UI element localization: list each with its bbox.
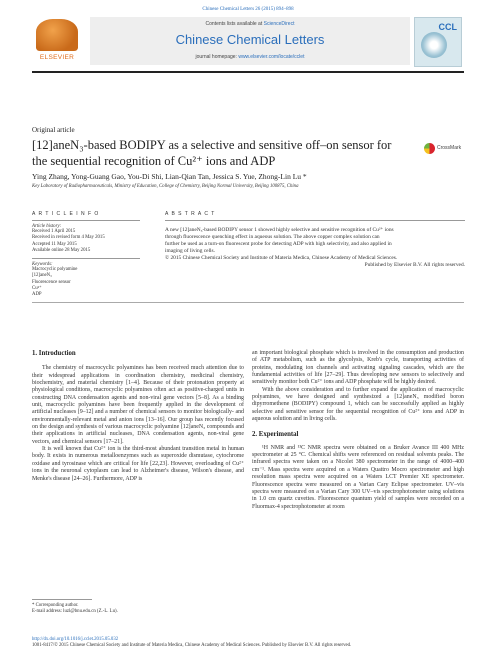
homepage-line (90, 54, 410, 60)
footnote (32, 603, 118, 615)
cover-graphic (421, 32, 447, 58)
sciencedirect-link[interactable]: ScienceDirect (263, 21, 295, 27)
abstract-bottom-rule (32, 302, 464, 303)
article-info-heading: A R T I C L E I N F O (32, 211, 100, 217)
journal-title: Chinese Chemical Letters (175, 32, 325, 47)
keyword: Cu²⁺ (32, 286, 42, 292)
history-item: Received 1 April 2015 (32, 229, 76, 234)
history-item: Received in revised form 4 May 2015 (32, 235, 105, 241)
keywords-title: Keywords: (32, 262, 53, 268)
abstract (165, 211, 465, 268)
intro-paragraph: The chemistry of macrocyclic polyamines has been received much attention due to their widespread applications in coordination chemistry, medicinal chemistry, biochemistry, and material chemistry [1–4]. Because of their protonation property at physiological conditions, macrocyclic polyamines often act as positive-charged units in constructing DNA condensation agents and non-viral gene vectors [5–8]. As a binding unit, macrocyclic polyamines have been frequently applied in the development of artificial nucleases [9–12] and a number of chemical sensors to monitor biologically- and environmentally-relevant metal and anion ions [13–16]. Our group has recently focused on the design and synthesis of various macrocyclic polyamine [12]aneN₃ compounds and their applications in artificial nucleases, DNA condensation agents, non-viral gene vectors, and chemical sensors [17–21]. (32, 365, 244, 445)
homepage-prefix: journal homepage: (195, 54, 237, 60)
journal-info-box (90, 17, 410, 65)
keyword: Fluorescence sensor (32, 279, 71, 285)
publisher-name: ELSEVIER (39, 54, 75, 61)
footer-copyright: 1001-8417/© 2015 Chinese Chemical Society and Institute of Materia Medica, Chinese Academy of Medical Sciences. Published by Elsevier B.V. All rights reserved. (32, 643, 352, 649)
journal-cover-thumbnail[interactable] (414, 17, 462, 67)
keyword: [12]aneN₃ (32, 273, 52, 279)
abstract-line: through fluorescence quenching effect in aqueous solution. The above copper complex solution can (165, 233, 380, 240)
journal-masthead (32, 17, 462, 69)
article-title (32, 137, 422, 169)
abstract-line: A new [12]aneN₃-based BODIPY sensor 1 showed highly selective and sensitive recognition of Cu²⁺ ions (165, 227, 394, 233)
abstract-rule (165, 220, 465, 221)
experimental-paragraph: ¹H NMR and ¹³C NMR spectra were obtained on a Bruker Avance III 400 MHz spectrometer at 25 °C. Chemical shifts were referenced on residual solvents peaks. The infrared spectra were taken on a Nicolet 380 spectrometer in the range of 4000–400 cm⁻¹. Mass spectra were acquired on a Waters Quattro Mocro spectrometer and high resolution mass spectra were acquired on a Waters LCT Premier XE spectrometer. Fluorescence spectra were measured on a Varian Cary Eclipse spectrometer. UV–vis spectra were measured on a Varian Cary 300 UV–vis spectrophotometer using solutions in 1.0 cm quartz cuvettes. Fluorescence quantum yield of samples were recorded on a Fluormax-4 spectrophotometer at room (252, 444, 464, 510)
doi-link[interactable]: http://dx.doi.org/10.1016/j.cclet.2015.05.032 (32, 637, 119, 642)
intro-paragraph: It is well known that Cu²⁺ ion is the third-most abundant transition metal in human body. It exists in numerous metalloenzymes such as superoxide dismutase, cytochrome oxidase and tyrosinase which are critical for life [22,23]. However, overloading of Cu²⁺ ions in the neuronal cytoplasm can lead to Alzheimer's disease, Wilson's disease, and Menke's disease [24–26]. Furthermore, ADP is (32, 446, 244, 482)
abstract-heading: A B S T R A C T (165, 211, 216, 217)
keyword: ADP (32, 292, 42, 298)
history-item: Available online 28 May 2015 (32, 247, 91, 253)
keywords-rule (32, 258, 140, 259)
corresponding-author: * Corresponding author. (32, 603, 79, 608)
cover-label: CCL (438, 22, 457, 32)
right-paragraph: an important biological phosphate which is involved in the consumption and production of ATP metabolism, such as the glycolysis, Kreb's cycle, transporting activities of proteins, modulating ion channels and activating signaling cascades, which are the fundamental activities of life [27–29]. Thus developing new sensors to selectively and sensitively monitor both Cu²⁺ ions and ADP phosphate will be highly desired. (252, 350, 464, 386)
left-column (32, 350, 244, 483)
article-info (32, 211, 140, 299)
article-info-rule (32, 220, 140, 221)
corresponding-email[interactable]: E-mail address: luzl@bnu.edu.cn (Z.-L. Lu). (32, 609, 118, 615)
homepage-link[interactable]: www.elsevier.com/locate/cclet (238, 54, 305, 60)
history-item: Accepted 11 May 2015 (32, 241, 77, 247)
header-rule (32, 71, 464, 73)
section-2-title: 2. Experimental (252, 431, 299, 439)
journal-citation[interactable]: Chinese Chemical Letters 26 (2015) 894–898 (202, 7, 294, 12)
author-list: Ying Zhang, Yong-Guang Gao, You-Di Shi, Lian-Qian Tan, Jessica S. Yue, Zhong-Lin Lu * (32, 172, 307, 181)
title-line-2: the sequential recognition of Cu²⁺ ions and ADP (32, 154, 276, 168)
elsevier-logo[interactable] (32, 17, 82, 65)
section-1-title: 1. Introduction (32, 350, 76, 357)
title-line-1: [12]aneN₃-based BODIPY as a selective and sensitive off–on sensor for (32, 138, 392, 152)
footnote-rule (32, 599, 92, 600)
article-type: Original article (32, 126, 75, 134)
affiliation: Key Laboratory of Radiopharmaceuticals, Ministry of Education, College of Chemistry, Beijing Normal University, Beijing 100875, China (32, 184, 299, 189)
crossmark-badge[interactable] (424, 143, 464, 155)
tree-icon (36, 19, 78, 51)
contents-line (90, 21, 410, 27)
crossmark-label: CrossMark (437, 145, 462, 151)
crossmark-icon (424, 143, 435, 154)
contents-prefix: Contents lists available at (205, 21, 263, 27)
page-footer (32, 637, 464, 649)
abstract-line: imaging of living cells. (165, 247, 216, 254)
keyword: Macrocyclic polyamine (32, 267, 78, 273)
right-column (252, 350, 464, 511)
right-paragraph: With the above consideration and to further expand the application of macrocyclic polyamines, we have designed and synthesized a [12]aneN₃ modified boron dipyrromethene (BODIPY) compound 1, which can be successfully applied as highly selective and sensitive sensor for the sequential recognition of Cu²⁺ ions and ADP in aqueous solution and in living cells. (252, 386, 464, 423)
history-title: Article history: (32, 224, 62, 229)
abstract-copyright-1: © 2015 Chinese Chemical Society and Institute of Materia Medica, Chinese Academy of Medical Sciences. (165, 254, 398, 261)
abstract-copyright-2: Published by Elsevier B.V. All rights reserved. (364, 261, 465, 268)
abstract-line: further be used as a turn-on fluorescent probe for detecting ADP with high selectivity, and also applied in (165, 240, 392, 247)
